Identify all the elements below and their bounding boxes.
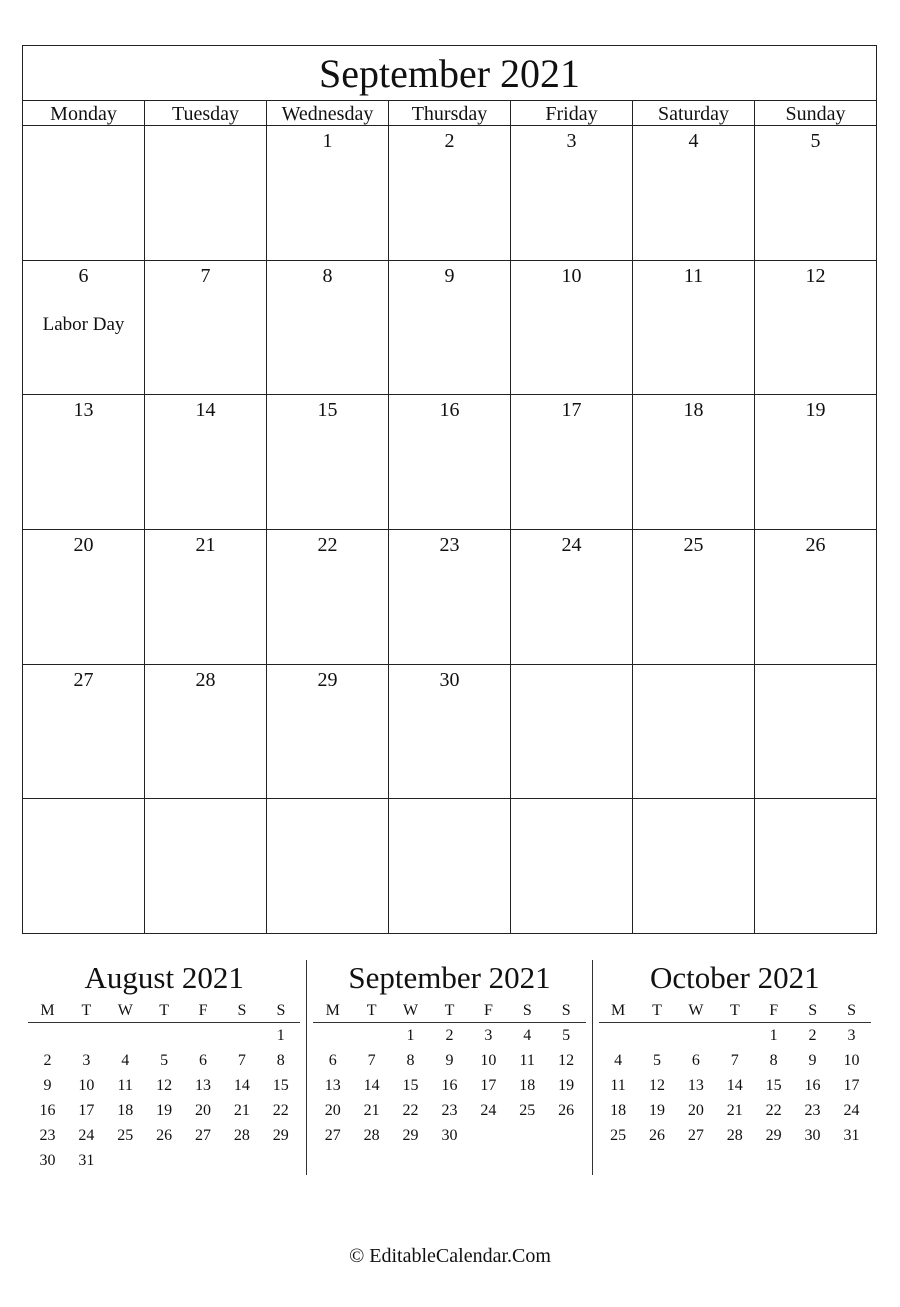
day-cell[interactable] (23, 530, 145, 664)
mini-weekday-label: S (808, 1002, 818, 1019)
day-cell[interactable] (267, 126, 389, 260)
mini-calendar-title: October 2021 (650, 960, 820, 995)
mini-day: 17 (480, 1077, 497, 1094)
mini-day: 8 (406, 1052, 415, 1069)
day-cell[interactable] (267, 799, 389, 933)
holiday-note: Labor Day (42, 313, 125, 335)
week-row (23, 261, 876, 396)
mini-day: 27 (324, 1127, 341, 1144)
day-number (511, 669, 632, 691)
day-number: 14 (195, 399, 216, 422)
day-number: 8 (322, 264, 333, 287)
day-cell[interactable] (511, 261, 633, 395)
mini-day: 22 (765, 1102, 782, 1119)
day-cell[interactable] (145, 530, 267, 664)
day-cell[interactable] (389, 126, 511, 260)
mini-day: 1 (276, 1027, 285, 1044)
day-number: 6 (78, 264, 89, 287)
mini-calendars (22, 960, 877, 1175)
day-cell[interactable] (755, 395, 876, 529)
mini-day (106, 1023, 145, 1048)
day-number: 13 (73, 399, 94, 422)
day-cell[interactable] (267, 530, 389, 664)
day-cell[interactable] (23, 799, 145, 933)
mini-day: 15 (402, 1077, 419, 1094)
mini-day: 4 (523, 1027, 532, 1044)
day-number: 9 (444, 264, 455, 287)
day-cell[interactable] (511, 126, 633, 260)
mini-weekday-label: M (325, 1002, 340, 1019)
week-row (23, 665, 876, 800)
day-cell[interactable] (389, 530, 511, 664)
mini-day (67, 1023, 106, 1048)
mini-day (638, 1023, 677, 1048)
mini-day: 3 (82, 1052, 91, 1069)
mini-day: 12 (156, 1077, 173, 1094)
day-cell[interactable] (145, 395, 267, 529)
mini-day-grid (313, 1023, 585, 1148)
mini-day: 8 (769, 1052, 778, 1069)
mini-weekday-label: T (159, 1002, 170, 1019)
day-cell[interactable] (145, 261, 267, 395)
mini-day: 7 (367, 1052, 376, 1069)
day-number: 15 (317, 399, 338, 422)
day-cell[interactable] (389, 799, 511, 933)
mini-weekday-label: T (366, 1002, 377, 1019)
mini-day: 5 (652, 1052, 661, 1069)
day-number: 7 (200, 264, 211, 287)
mini-day (222, 1023, 261, 1048)
mini-day: 18 (519, 1077, 536, 1094)
mini-day: 23 (804, 1102, 821, 1119)
mini-day: 29 (272, 1127, 289, 1144)
day-number: 1 (322, 130, 333, 152)
day-cell[interactable] (633, 530, 755, 664)
mini-day: 16 (441, 1077, 458, 1094)
mini-day: 30 (39, 1152, 56, 1169)
mini-weekday-label: T (652, 1002, 662, 1019)
day-number: 17 (561, 399, 582, 422)
mini-day: 27 (195, 1127, 211, 1144)
mini-day: 31 (843, 1127, 860, 1144)
day-number (755, 803, 876, 825)
mini-weekday-row (313, 1000, 585, 1023)
day-number: 26 (805, 534, 826, 557)
mini-day: 19 (648, 1102, 665, 1119)
mini-day: 21 (233, 1102, 250, 1119)
mini-day (676, 1023, 715, 1048)
mini-day (352, 1023, 391, 1048)
mini-day: 1 (406, 1027, 415, 1044)
mini-day: 26 (558, 1102, 575, 1119)
mini-day: 28 (363, 1127, 380, 1144)
mini-day: 20 (324, 1102, 341, 1119)
day-cell[interactable] (755, 665, 876, 799)
mini-day: 22 (402, 1102, 419, 1119)
mini-day: 10 (480, 1052, 497, 1069)
day-cell[interactable] (633, 126, 755, 260)
mini-day: 10 (78, 1077, 95, 1094)
mini-weekday-label: F (198, 1002, 208, 1019)
mini-day: 5 (562, 1027, 571, 1044)
mini-weekday-row (599, 1000, 871, 1023)
mini-day: 13 (195, 1077, 211, 1094)
day-cell[interactable] (755, 799, 876, 933)
weekday-label: Tuesday (145, 101, 267, 125)
mini-day: 31 (78, 1152, 95, 1169)
day-cell[interactable] (145, 126, 267, 260)
mini-day: 6 (328, 1052, 337, 1069)
mini-weekday-label: W (117, 1002, 133, 1019)
mini-day: 20 (687, 1102, 704, 1119)
mini-day: 14 (363, 1077, 380, 1094)
day-number: 22 (317, 534, 338, 557)
mini-day: 19 (156, 1102, 173, 1119)
mini-day-grid (599, 1023, 871, 1148)
mini-day: 16 (804, 1077, 821, 1094)
mini-day: 21 (363, 1102, 380, 1119)
day-cell[interactable] (755, 261, 876, 395)
day-number (633, 803, 754, 825)
mini-day (28, 1023, 67, 1048)
weekday-label: Thursday (389, 101, 511, 125)
day-cell[interactable] (389, 665, 511, 799)
day-cell[interactable] (145, 799, 267, 933)
day-cell[interactable] (633, 665, 755, 799)
mini-day: 17 (78, 1102, 95, 1119)
day-cell[interactable] (633, 261, 755, 395)
footer-copyright: © EditableCalendar.Com (349, 1245, 551, 1267)
mini-day: 14 (726, 1077, 743, 1094)
day-number (389, 803, 510, 825)
mini-weekday-label: S (237, 1002, 247, 1019)
mini-day (313, 1023, 352, 1048)
day-cell[interactable] (511, 665, 633, 799)
mini-day: 11 (610, 1077, 626, 1094)
mini-day (715, 1023, 754, 1048)
day-number: 2 (444, 130, 455, 152)
mini-day: 13 (687, 1077, 704, 1094)
mini-day: 29 (765, 1127, 782, 1144)
mini-day: 21 (726, 1102, 743, 1119)
mini-day: 2 (808, 1027, 817, 1044)
mini-day: 4 (121, 1052, 130, 1069)
mini-day: 2 (445, 1027, 454, 1044)
day-cell[interactable] (511, 530, 633, 664)
mini-day: 26 (156, 1127, 173, 1144)
weekday-label: Saturday (633, 101, 755, 125)
mini-day (599, 1023, 638, 1048)
day-number: 3 (566, 130, 577, 152)
mini-day: 22 (272, 1102, 289, 1119)
day-number: 23 (439, 534, 460, 557)
weekday-label: Wednesday (267, 101, 389, 125)
mini-day: 30 (441, 1127, 458, 1144)
day-cell[interactable] (267, 261, 389, 395)
day-number (23, 803, 144, 825)
mini-weekday-label: S (522, 1002, 532, 1019)
day-number (145, 803, 266, 825)
day-cell[interactable] (23, 126, 145, 260)
day-cell[interactable] (511, 799, 633, 933)
mini-weekday-row (28, 1000, 300, 1023)
week-row (23, 530, 876, 665)
mini-day: 28 (233, 1127, 250, 1144)
day-number: 29 (317, 668, 338, 691)
mini-weekday-label: W (688, 1002, 704, 1019)
mini-weekday-label: T (444, 1002, 455, 1019)
mini-day: 16 (39, 1102, 56, 1119)
mini-day: 11 (519, 1052, 535, 1069)
day-number: 18 (683, 399, 704, 422)
week-row (23, 126, 876, 261)
day-number: 28 (195, 668, 216, 691)
mini-weekday-label: S (847, 1002, 856, 1019)
mini-day: 19 (558, 1077, 575, 1094)
mini-day: 3 (847, 1027, 856, 1044)
mini-day: 15 (272, 1077, 289, 1094)
day-number (511, 803, 632, 825)
mini-day: 24 (843, 1102, 860, 1119)
mini-calendar (306, 960, 591, 1175)
mini-weekday-label: T (81, 1002, 92, 1019)
mini-day: 1 (769, 1027, 778, 1044)
mini-day: 20 (195, 1102, 211, 1119)
day-cell[interactable] (389, 261, 511, 395)
calendar-title: September 2021 (23, 46, 876, 101)
mini-day: 25 (610, 1127, 627, 1144)
weekday-header-row (23, 101, 876, 126)
day-cell[interactable] (23, 261, 145, 395)
mini-day: 27 (687, 1127, 704, 1144)
mini-weekday-label: F (769, 1002, 779, 1019)
mini-day: 23 (39, 1127, 56, 1144)
day-number: 20 (73, 534, 94, 557)
mini-day: 30 (804, 1127, 821, 1144)
mini-day: 13 (324, 1077, 341, 1094)
day-cell[interactable] (267, 665, 389, 799)
mini-weekday-label: S (276, 1002, 286, 1019)
week-row (23, 799, 876, 933)
day-number (23, 130, 144, 152)
mini-day: 17 (843, 1077, 860, 1094)
mini-day: 15 (765, 1077, 782, 1094)
day-number (633, 669, 754, 691)
mini-calendar-title: September 2021 (348, 960, 551, 995)
mini-day: 26 (648, 1127, 665, 1144)
mini-day: 9 (43, 1077, 52, 1094)
mini-day: 24 (78, 1127, 95, 1144)
mini-weekday-label: W (403, 1002, 419, 1019)
day-cell[interactable] (755, 530, 876, 664)
mini-day-grid (28, 1023, 300, 1173)
day-number (145, 130, 266, 152)
day-cell[interactable] (633, 395, 755, 529)
mini-day: 7 (237, 1052, 246, 1069)
weekday-label: Monday (23, 101, 145, 125)
day-number (267, 803, 388, 825)
mini-day: 12 (558, 1052, 575, 1069)
mini-calendar (22, 960, 306, 1175)
mini-day: 25 (519, 1102, 536, 1119)
day-number: 25 (683, 534, 704, 557)
day-cell[interactable] (755, 126, 876, 260)
mini-day: 23 (441, 1102, 458, 1119)
day-number: 4 (688, 130, 699, 152)
mini-day: 18 (117, 1102, 134, 1119)
day-cell[interactable] (633, 799, 755, 933)
day-number (755, 669, 876, 691)
day-number: 24 (561, 534, 582, 557)
mini-day: 25 (117, 1127, 134, 1144)
mini-day: 29 (402, 1127, 419, 1144)
mini-day: 18 (610, 1102, 627, 1119)
mini-calendar (592, 960, 877, 1175)
mini-day: 7 (730, 1052, 739, 1069)
mini-calendar-title: August 2021 (84, 960, 244, 995)
day-cell[interactable] (23, 395, 145, 529)
day-cell[interactable] (511, 395, 633, 529)
mini-day: 6 (199, 1052, 207, 1069)
mini-day: 3 (484, 1027, 493, 1044)
day-cell[interactable] (389, 395, 511, 529)
day-number: 5 (810, 130, 821, 152)
day-number: 19 (805, 399, 826, 422)
weekday-label: Sunday (785, 103, 846, 125)
mini-day: 8 (276, 1052, 285, 1069)
month-calendar (22, 45, 877, 934)
mini-day: 2 (43, 1052, 52, 1069)
mini-day (184, 1023, 223, 1048)
mini-day: 10 (843, 1052, 860, 1069)
mini-day: 28 (726, 1127, 743, 1144)
day-number: 16 (439, 399, 460, 422)
mini-weekday-label: T (729, 1002, 740, 1019)
mini-weekday-label: S (561, 1002, 571, 1019)
day-cell[interactable] (23, 665, 145, 799)
day-number: 21 (195, 534, 216, 557)
mini-day: 5 (160, 1052, 169, 1069)
mini-weekday-label: M (40, 1002, 55, 1019)
mini-weekday-label: F (483, 1002, 493, 1019)
day-number: 10 (561, 264, 582, 287)
mini-day: 9 (445, 1052, 454, 1069)
day-number: 30 (439, 668, 460, 691)
mini-day: 4 (614, 1052, 623, 1069)
week-row (23, 395, 876, 530)
day-cell[interactable] (145, 665, 267, 799)
day-number: 12 (805, 264, 826, 287)
weekday-label: Friday (511, 101, 633, 125)
day-cell[interactable] (267, 395, 389, 529)
mini-day: 6 (691, 1052, 700, 1069)
mini-day (145, 1023, 184, 1048)
mini-day: 14 (233, 1077, 250, 1094)
day-number: 27 (73, 668, 94, 691)
mini-day: 11 (117, 1077, 133, 1094)
mini-weekday-label: M (610, 1002, 626, 1019)
day-number: 11 (683, 264, 704, 287)
mini-day: 9 (808, 1052, 817, 1069)
mini-day: 24 (480, 1102, 497, 1119)
mini-day: 12 (648, 1077, 665, 1094)
calendar-grid (23, 126, 876, 933)
